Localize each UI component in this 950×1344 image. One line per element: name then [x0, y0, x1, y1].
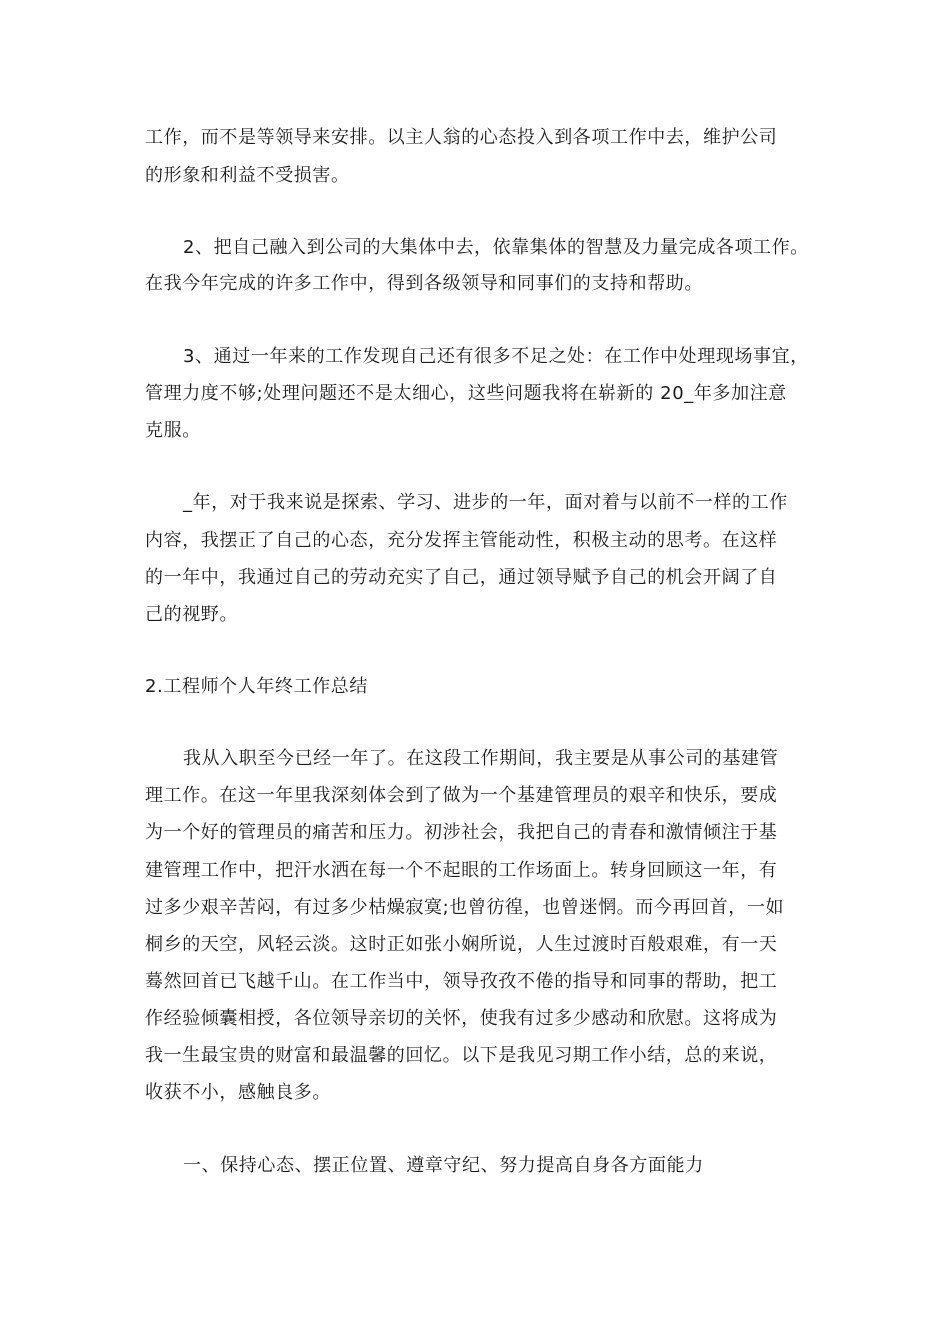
text-line: 工作，而不是等领导来安排。以主人翁的心态投入到各项工作中去，维护公司	[145, 127, 778, 148]
text-line: _年，对于我来说是探索、学习、进步的一年，面对着与以前不一样的工作	[183, 492, 788, 513]
text-line: 克服。	[145, 420, 201, 441]
text-line: 我从入职至今已经一年了。在这段工作期间，我主要是从事公司的基建管	[183, 748, 779, 769]
text-line: 建管理工作中，把汗水洒在每一个不起眼的工作场面上。转身回顾这一年，有	[145, 860, 778, 881]
text-line: 过多少艰辛苦闷，有过多少枯燥寂寞;也曾彷徨，也曾迷惘。而今再回首，一如	[145, 897, 785, 918]
text-line: 3、通过一年来的工作发现自己还有很多不足之处：在工作中处理现场事宜，	[183, 346, 809, 367]
text-line: 2、把自己融入到公司的大集体中去，依靠集体的智慧及力量完成各项工作。	[183, 237, 809, 258]
text-line: 我一生最宝贵的财富和最温馨的回忆。以下是我见习期工作小结，总的来说，	[145, 1045, 778, 1066]
subsection-title: 一、保持心态、摆正位置、遵章守纪、努力提高自身各方面能力	[183, 1155, 704, 1176]
text-line: 内容，我摆正了自己的心态，充分发挥主管能动性，积极主动的思考。在这样	[145, 530, 778, 551]
text-line: 桐乡的天空，风轻云淡。这时正如张小娴所说，人生过渡时百般艰难，有一天	[145, 934, 778, 955]
text-line: 蓦然回首已飞越千山。在工作当中，领导孜孜不倦的指导和同事的帮助，把工	[145, 971, 778, 992]
text-line: 作经验倾囊相授，各位领导亲切的关怀，使我有过多少感动和欣慰。这将成为	[145, 1008, 778, 1029]
text-line: 的形象和利益不受损害。	[145, 165, 350, 186]
text-line: 己的视野。	[145, 604, 238, 625]
text-line: 收获不小，感触良多。	[145, 1082, 331, 1103]
section-title: 2.工程师个人年终工作总结	[145, 676, 368, 697]
text-line: 在我今年完成的许多工作中，得到各级领导和同事们的支持和帮助。	[145, 273, 703, 294]
text-line: 的一年中，我通过自己的劳动充实了自己，通过领导赋予自己的机会开阔了自	[145, 567, 778, 588]
text-line: 为一个好的管理员的痛苦和压力。初涉社会，我把自己的青春和激情倾注于基	[145, 822, 778, 843]
text-line: 管理力度不够;处理问题还不是太细心，这些问题我将在崭新的 20_年多加注意	[145, 383, 787, 404]
text-line: 理工作。在这一年里我深刻体会到了做为一个基建管理员的艰辛和快乐，要成	[145, 785, 778, 806]
